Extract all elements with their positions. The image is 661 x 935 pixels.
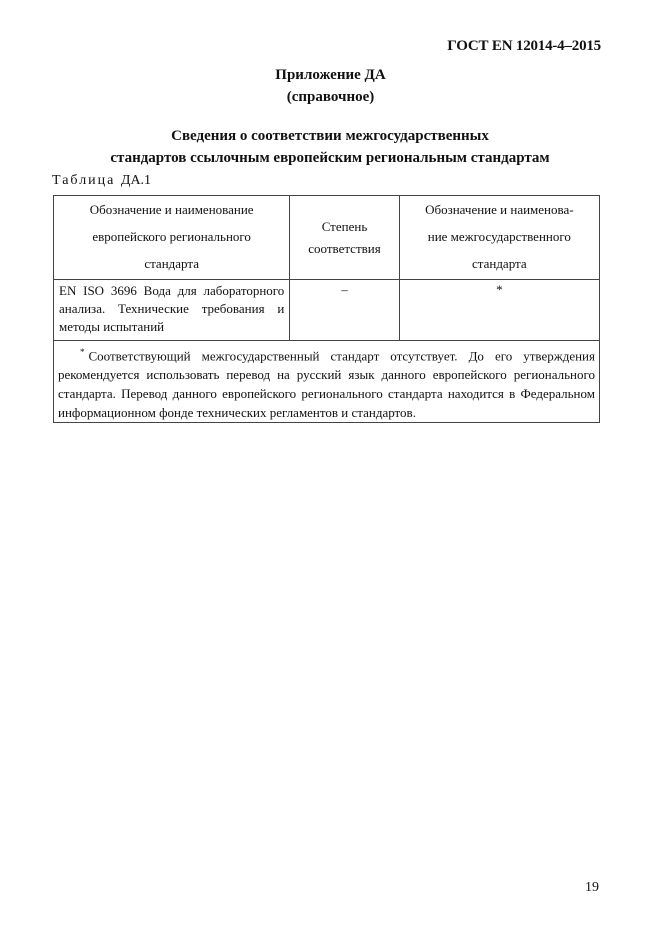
- table-row: [54, 280, 600, 341]
- cell-european-standard: EN ISO 3696 Вода для лабораторного анализа. Технические требования и методы испытаний: [54, 280, 290, 341]
- cell-degree-of-compliance: –: [290, 280, 399, 341]
- table-footnote: [54, 341, 600, 423]
- table-footnote-row: [54, 341, 600, 423]
- header-cell-line: стандарта: [144, 256, 199, 271]
- header-cell-line: Обозначение и наименова-: [425, 202, 574, 217]
- appendix-subtitle: (справочное): [286, 89, 375, 105]
- cell-interstate-standard: *: [399, 280, 599, 341]
- table-caption: [52, 173, 151, 189]
- header-cell-line: европейского регионального: [92, 229, 251, 244]
- header-cell-line: стандарта: [471, 256, 527, 271]
- header-cell-line: Степень: [321, 218, 368, 234]
- appendix-title: Приложение ДА: [275, 67, 386, 83]
- header-cell-line: соответствия: [308, 240, 381, 256]
- table-caption-number: ДА.1: [120, 173, 152, 188]
- header-interstate-standard: [399, 196, 599, 280]
- header-european-standard: [54, 196, 290, 280]
- header-cell-line: ние межгосударственного: [427, 229, 571, 244]
- standard-code: ГОСТ EN 12014-4–2015: [447, 38, 601, 54]
- header-cell-line: Обозначение и наименование: [89, 202, 254, 217]
- footnote-marker: *: [80, 347, 85, 357]
- section-title-line-2: стандартов ссылочным европейским региональным стандартам: [110, 150, 550, 166]
- appendix-heading: [0, 64, 661, 108]
- standards-table: [53, 195, 600, 423]
- table-header-row: [54, 196, 600, 280]
- header-degree-of-compliance: [290, 196, 399, 280]
- footnote-text: Соответствующий межгосударственный стандарт отсутствует. До его утверждения рекомендуется использовать перевод на русский язык данного европейского регионального стандарта. Перевод данного европейского регионального стандарта находится в Федеральном информационном фонде технических регламентов и стандартов.: [58, 348, 595, 421]
- section-title: [60, 125, 600, 169]
- table-caption-word: Таблица: [52, 173, 116, 188]
- page-number: 19: [585, 880, 599, 895]
- section-title-line-1: Сведения о соответствии межгосударственных: [171, 128, 489, 144]
